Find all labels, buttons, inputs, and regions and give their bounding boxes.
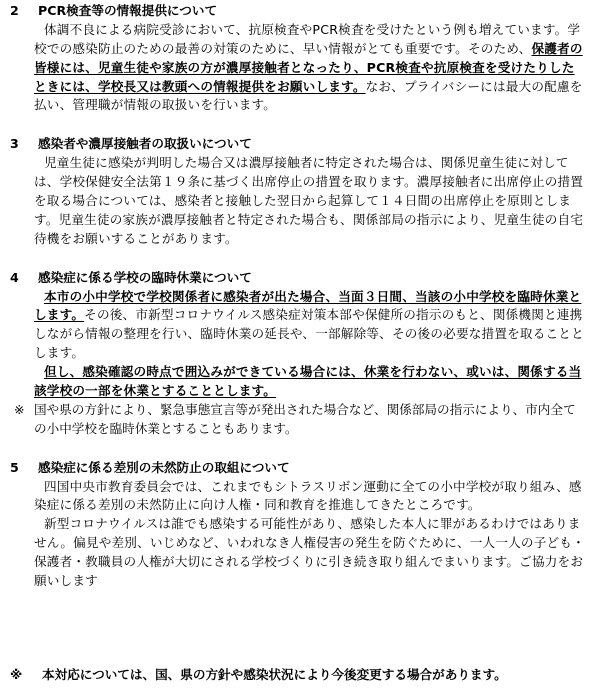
section-paragraph: 四国中央市教育委員会では、これまでもシトラスリボン運動に全ての小中学校が取り組み、感染症に係る差別の未然防止に向け人権・同和教育を推進してきたところです。 bbox=[34, 478, 582, 513]
section-heading bbox=[6, 269, 587, 288]
paragraph-text: その後、市新型コロナウイルス感染症対策本部や保健所の指示のもと、関係機関と連携しながら情報の整理を行い、臨時休業の延長や、一部解除等、その後の必要な措置を取ることとします。 bbox=[34, 307, 584, 361]
section-heading bbox=[6, 135, 587, 154]
emphasized-exception: 但し、感染確認の時点で囲込みができている場合には、休業を行わない、或いは、関係する当該学校の一部を休業とすることとします。 bbox=[34, 364, 582, 399]
section-title: 感染症に係る学校の臨時休業について bbox=[38, 269, 252, 285]
section-pcr-info bbox=[6, 2, 587, 115]
section-title: 感染症に係る差別の未然防止の取組について bbox=[38, 459, 290, 475]
section-paragraph bbox=[6, 363, 587, 401]
section-number: 5 bbox=[10, 459, 19, 475]
section-school-closure bbox=[6, 269, 587, 439]
note-text: 国や県の方針により、緊急事態宣言等が発出された場合など、関係部局の指示により、市内全ての小中学校を臨時休業とすることもあります。 bbox=[34, 401, 576, 436]
paragraph-text: 体調不良による病院受診において、抗原検査やPCR検査を受けたという例も増えています。学校での感染防止のための最善の対策のために、早い情報がとても重要です。そのため、 bbox=[34, 21, 581, 56]
section-paragraph bbox=[6, 288, 587, 364]
section-heading bbox=[6, 459, 587, 478]
footer-mark: ※ bbox=[10, 667, 23, 683]
section-title: 感染者や濃厚接触者の取扱いについて bbox=[38, 136, 252, 152]
section-paragraph: 新型コロナウイルスは誰でも感染する可能性があり、感染した本人に罪があるわけではありません。偏見や差別、いじめなど、いわれなき人権侵害の発生を防ぐために、一人一人の子ども・保護者・教職員の人権が大切にされる学校づくりに引き続き取り組んでまいります。ご協力をお願いします bbox=[34, 516, 585, 589]
section-heading bbox=[6, 2, 587, 21]
emphasized-policy: 本市の小中学校で学校関係者に感染者が出た場合、当面３日間、当該の小中学校を臨時休業とします。 bbox=[34, 288, 582, 323]
paragraph-text: なお、プライバシーには最大の配慮を払い、管理職が情報の取扱いを行います。 bbox=[34, 78, 583, 113]
section-paragraph: 児童生徒に感染が判明した場合又は濃厚接触者に特定された場合は、関係児童生徒に対しては、学校保健安全法第１９条に基づく出席停止の措置を取ります。濃厚接触者に出席停止の措置を取る場合については、感染者と接触した翌日から起算して１４日間の出席停止を原則とします。児童生徒の家族が濃厚接触者と特定された場合も、関係部局の指示により、児童生徒の自宅待機をお願いすることがあります。 bbox=[34, 155, 584, 246]
section-number: 4 bbox=[10, 269, 19, 285]
note-mark: ※ bbox=[14, 401, 25, 417]
section-number: 2 bbox=[10, 3, 19, 18]
section-discrimination-prevention bbox=[6, 459, 587, 591]
section-title: PCR検査等の情報提供について bbox=[38, 3, 218, 18]
section-number: 3 bbox=[10, 136, 19, 152]
note bbox=[6, 401, 587, 439]
section-paragraph bbox=[6, 21, 587, 115]
emphasized-request: 保護者の皆様には、児童生徒や家族の方が濃厚接触者となったり、PCR検査や抗原検査を受けたりしたときには、学校長又は教頭への情報提供をお願いします。 bbox=[34, 40, 583, 94]
footer-note bbox=[6, 666, 507, 685]
section-contacts bbox=[6, 135, 587, 248]
footer-text: 本対応については、国、県の方針や感染状況により今後変更する場合があります。 bbox=[42, 667, 507, 683]
